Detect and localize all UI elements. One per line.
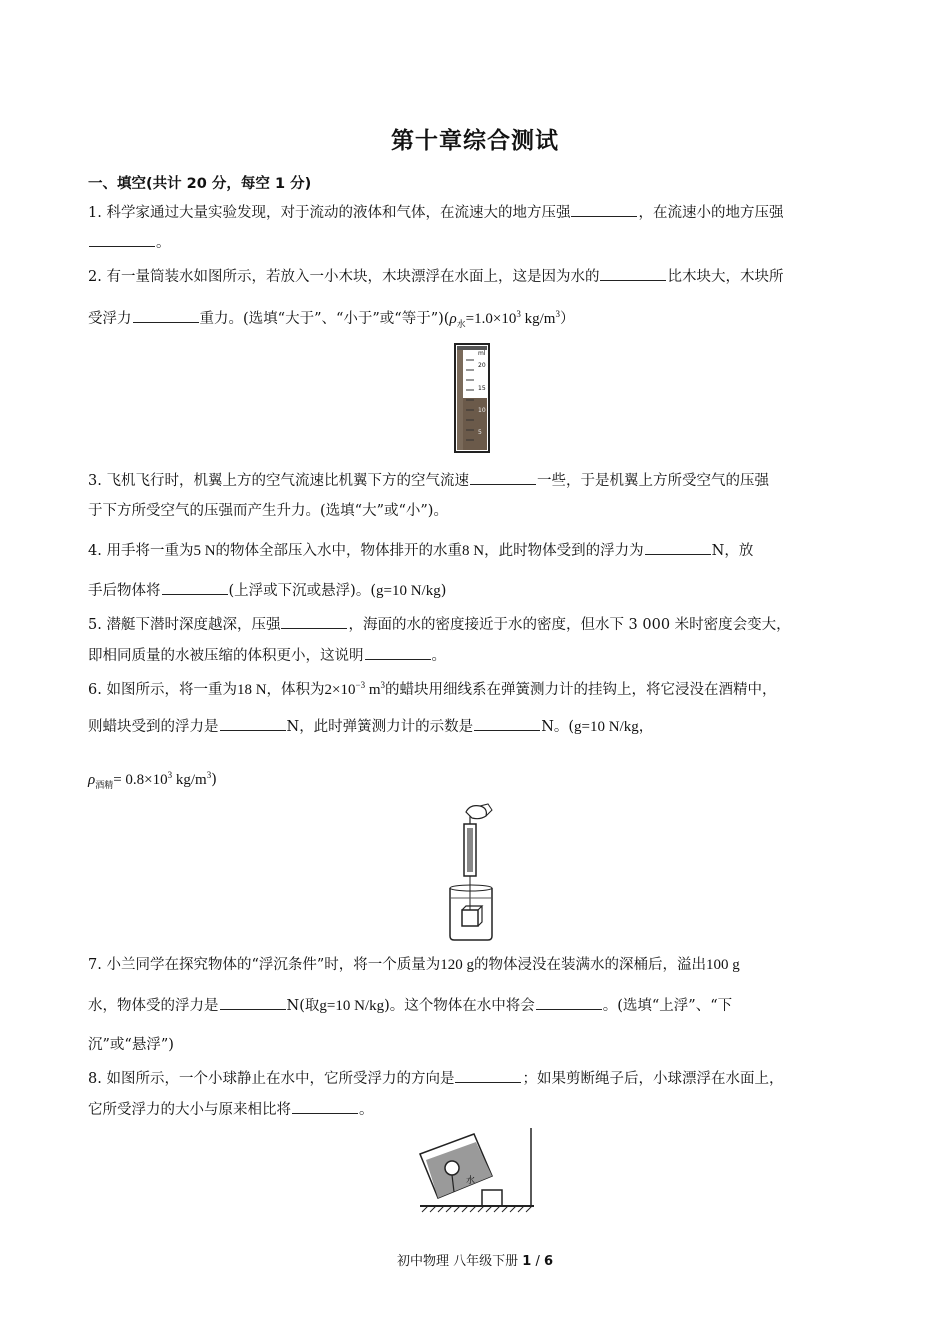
text: N(取 xyxy=(286,998,320,1014)
text: 受浮力 xyxy=(88,311,132,327)
answer-blank[interactable] xyxy=(133,308,199,323)
gravity-constant: g=10 N/kg xyxy=(319,998,385,1014)
answer-blank[interactable] xyxy=(474,716,540,731)
wax-block xyxy=(462,910,478,926)
text: 2×10 xyxy=(324,682,356,698)
answer-blank[interactable] xyxy=(292,1099,358,1114)
water-label: 水 xyxy=(466,1176,476,1186)
answer-blank[interactable] xyxy=(162,580,228,595)
question-7-line-1 xyxy=(88,955,864,975)
spring-scale-window xyxy=(467,828,473,872)
superscript: 3 xyxy=(555,309,560,319)
text: 。(选填“上浮”、“下 xyxy=(602,998,733,1014)
footer-text: 初中物理 八年级下册 xyxy=(396,1254,519,1269)
hand-shape xyxy=(466,806,486,819)
text: (上浮或下沉或悬浮)。( xyxy=(228,583,376,599)
text: 。 xyxy=(156,235,171,251)
text: 的物体浸没在装满水的深桶后，溢出 xyxy=(474,957,707,973)
text: 手后物体将 xyxy=(88,583,161,599)
text: 1. 科学家通过大量实验发现，对于流动的液体和气体，在流速大的地方压强 xyxy=(88,205,571,221)
text: N。( xyxy=(541,719,575,735)
text: N，放 xyxy=(711,543,754,559)
text: 6. 如图所示，将一重为 xyxy=(88,682,237,698)
text: ， xyxy=(638,719,654,735)
text: m xyxy=(365,682,381,698)
question-1-line-2 xyxy=(88,232,864,253)
question-7-line-3 xyxy=(88,1035,864,1055)
text: 它所受浮力的大小与原来相比将 xyxy=(88,1102,291,1118)
text: = 0.8×10 xyxy=(113,772,168,788)
text: 于下方所受空气的压强而产生升力。(选填“大”或“小”)。 xyxy=(88,503,448,519)
beaker-rim xyxy=(450,885,492,891)
question-3-line-1 xyxy=(88,470,864,491)
page-separator: / xyxy=(531,1254,544,1269)
superscript: −3 xyxy=(355,680,366,690)
text: ) xyxy=(440,583,447,599)
text: N，此时弹簧测力计的示数是 xyxy=(286,719,474,735)
answer-blank[interactable] xyxy=(571,202,637,217)
question-4-line-1 xyxy=(88,540,864,561)
text: ，海面的水的密度接近于水的密度，但水下 3 000 米时密度会变大， xyxy=(348,617,791,633)
text: =1.0×10 xyxy=(465,311,517,327)
text: 4. 用手将一重为 xyxy=(88,543,194,559)
rho-symbol: ρ xyxy=(88,772,96,788)
answer-blank[interactable] xyxy=(89,232,155,247)
tilted-container-figure xyxy=(416,1128,536,1220)
mass-value: 120 g xyxy=(440,957,475,973)
cylinder-wall-shade xyxy=(457,350,463,450)
answer-blank[interactable] xyxy=(645,540,711,555)
superscript: 3 xyxy=(380,680,386,690)
answer-blank[interactable] xyxy=(470,470,536,485)
question-1-line-1 xyxy=(88,202,864,223)
subscript: 酒精 xyxy=(95,780,114,790)
density-formula xyxy=(449,311,559,327)
superscript: 3 xyxy=(167,770,173,780)
question-6-line-3 xyxy=(88,765,864,795)
weight-value: 5 N xyxy=(193,543,216,559)
weight-value: 18 N xyxy=(236,682,267,698)
text: 。 xyxy=(359,1102,374,1118)
answer-blank[interactable] xyxy=(600,266,666,281)
support-block xyxy=(482,1190,502,1206)
page-footer xyxy=(0,1250,950,1269)
text: kg/m xyxy=(520,311,556,327)
question-2-line-1 xyxy=(88,266,864,287)
density-formula xyxy=(88,772,211,788)
text: 重力。(选填“大于”、“小于”或“等于”)( xyxy=(199,311,450,327)
question-2-line-2 xyxy=(88,304,864,334)
gravity-constant: g=10 N/kg xyxy=(375,583,441,599)
section-heading: 一、填空(共计 20 分，每空 1 分) xyxy=(88,176,312,192)
text: ） xyxy=(559,311,575,327)
scale-label-ml: ml xyxy=(478,350,486,357)
question-6-line-2 xyxy=(88,716,864,737)
text: 的物体全部压入水中，物体排开的水重 xyxy=(215,543,463,559)
superscript: 3 xyxy=(516,309,521,319)
text: 7. 小兰同学在探究物体的“浮沉条件”时，将一个质量为 xyxy=(88,957,441,973)
text: 则蜡块受到的浮力是 xyxy=(88,719,219,735)
subscript: 水 xyxy=(456,319,466,329)
scale-label-10: 10 xyxy=(478,407,486,414)
text: ；如果剪断绳子后，小球漂浮在水面上， xyxy=(522,1071,784,1087)
ball xyxy=(445,1161,459,1175)
text: 水，物体受的浮力是 xyxy=(88,998,219,1014)
answer-blank[interactable] xyxy=(455,1068,521,1083)
text: )。这个物体在水中将会 xyxy=(384,998,535,1014)
text: 。 xyxy=(431,648,446,664)
page-total: 6 xyxy=(543,1254,554,1269)
rho-symbol: ρ xyxy=(449,311,457,327)
question-5-line-2 xyxy=(88,645,864,666)
question-7-line-2 xyxy=(88,995,864,1016)
text: kg/m xyxy=(172,772,207,788)
text: 8. 如图所示，一个小球静止在水中，它所受浮力的方向是 xyxy=(88,1071,455,1087)
text: 的蜡块用细线系在弹簧测力计的挂钩上，将它浸没在酒精中， xyxy=(385,682,777,698)
answer-blank[interactable] xyxy=(365,645,431,660)
question-5-line-1 xyxy=(88,614,864,635)
text: 沉”或“悬浮”) xyxy=(88,1037,174,1053)
question-8-line-2 xyxy=(88,1099,864,1120)
question-3-line-2 xyxy=(88,501,864,521)
mass-value: 100 g xyxy=(706,957,740,973)
answer-blank[interactable] xyxy=(536,995,602,1010)
text: ，此时物体受到的浮力为 xyxy=(484,543,644,559)
question-4-line-2 xyxy=(88,580,864,601)
text: 一些，于是机翼上方所受空气的压强 xyxy=(536,473,769,489)
text: ，在流速小的地方压强 xyxy=(638,205,784,221)
page-number: 1 xyxy=(522,1254,532,1269)
text: 5. 潜艇下潜时深度越深，压强 xyxy=(88,617,281,633)
weight-value: 8 N xyxy=(462,543,485,559)
text: 即相同质量的水被压缩的体积更小，这说明 xyxy=(88,648,364,664)
text: ，体积为 xyxy=(266,682,325,698)
text: 比木块大，木块所 xyxy=(667,269,784,285)
volume-value xyxy=(325,682,385,698)
question-6-line-1 xyxy=(88,675,864,700)
answer-blank[interactable] xyxy=(220,995,286,1010)
text: 2. 有一量筒装水如图所示，若放入一小木块，木块漂浮在水面上，这是因为水的 xyxy=(88,269,600,285)
spring-scale-figure xyxy=(440,802,506,944)
text: ) xyxy=(211,772,217,788)
scale-label-5: 5 xyxy=(478,429,482,436)
page-title: 第十章综合测试 xyxy=(391,128,559,154)
graduated-cylinder-figure xyxy=(452,342,492,454)
question-8-line-1 xyxy=(88,1068,864,1089)
scale-label-20: 20 xyxy=(478,362,486,369)
answer-blank[interactable] xyxy=(220,716,286,731)
superscript: 3 xyxy=(206,770,212,780)
gravity-constant: g=10 N/kg xyxy=(574,719,639,735)
text: 3. 飞机飞行时，机翼上方的空气流速比机翼下方的空气流速 xyxy=(88,473,469,489)
answer-blank[interactable] xyxy=(281,614,347,629)
scale-label-15: 15 xyxy=(478,385,486,392)
